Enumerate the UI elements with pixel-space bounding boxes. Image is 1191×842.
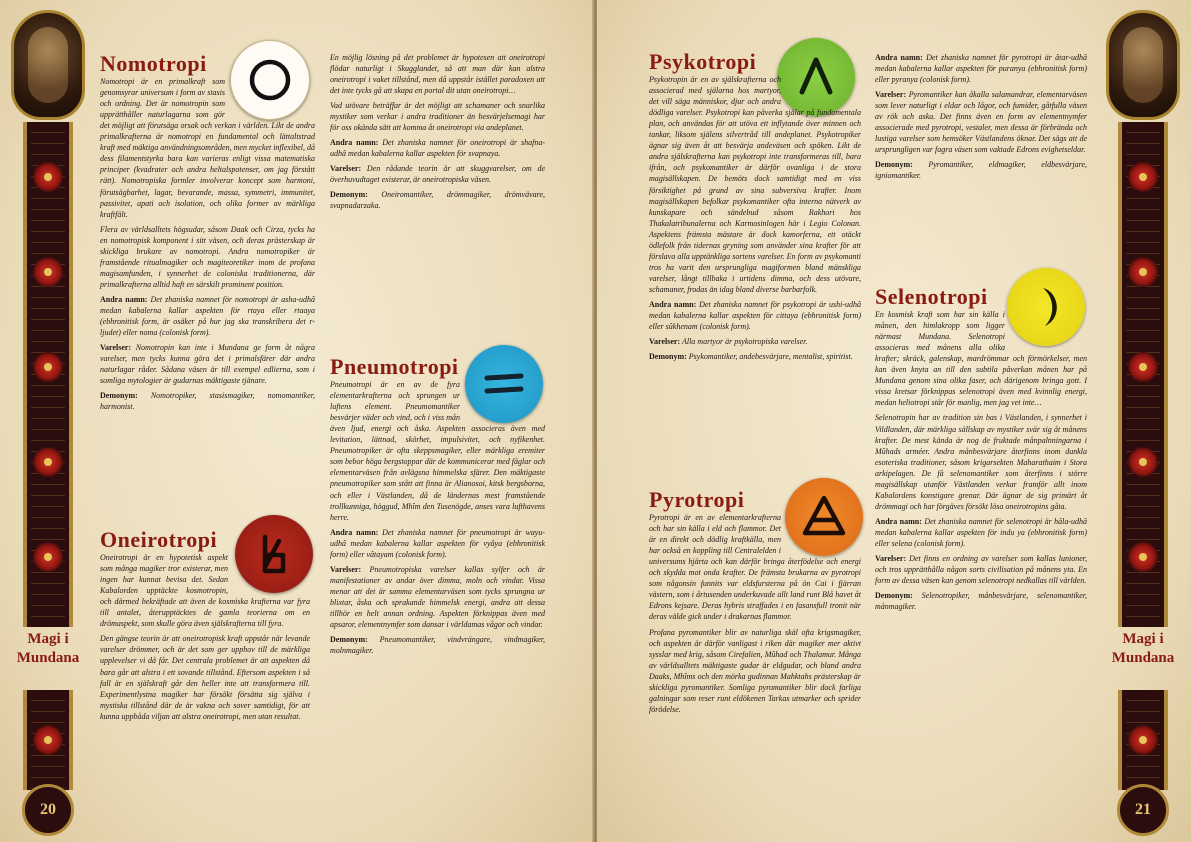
paragraph: Nomotropin kan inte i Mundana ge form åt några varelser, men tycks kunna göra det i primalsfärer där andra naturlagar råder. Sådana väsen är till exempel edlierna, som i somliga mytologier är gudarnas mäktigaste tjänare. (100, 342, 316, 385)
paragraph: Pneumomantiker, vindvrängare, vindmagiker, molnmagiker. (330, 634, 546, 655)
chapter-tab[interactable]: Magi i Mundana (1111, 631, 1175, 666)
label: Demonym: (875, 160, 913, 170)
label: Andra namn: (649, 299, 697, 309)
label: Demonym: (875, 590, 913, 600)
paragraph: Pneumotropiska varelser kallas sylfer och är manifestationer av andar över dimma, moln och vindar. Vissa menar att det är samma elementarväsen som tycks sprungna ur blixtar, åska och sprakande himmelsk energi, andra att dessa tillhör en helt annan ordning. Aspekten förknippas även med apsaror, elementnymfer som dansar i världamas vågor och vindar. (330, 564, 546, 629)
portrait-medallion (11, 10, 85, 120)
paragraph: Nomotropi är en primalkraft som genomsyrar universum i form av stasis och ordning. Det är nomotropin som upprätthåller naturlagarna som gör det möjligt att förutsäga orsak och verkan i världen. Likt de andra primalkrafterna är nomotropi en fundamental och lättaltstrad kraft med mäktiga användningsområden, men mycket inflexibel, då dess filamentstyrka bara kan varieras enligt vissa matematiska principer (kvadrater och andra heltalspotenser, om jag förstått rätt). Nomotropiska formler involverar koncept som harmoni, förutsägbarhet, lagar, bevarande, massa, symmetri, immunitet, passivitet, apati och isolation, och olika former av märkliga kraftfält. (100, 77, 315, 219)
paragraph: Psykomantiker, andebesvärjare, mentalist, spiritist. (688, 351, 853, 361)
section-selenotropi (875, 285, 1087, 616)
rose-ornament-icon (33, 162, 63, 192)
rose-ornament-icon (33, 542, 63, 572)
label: Demonym: (330, 190, 368, 200)
paragraph: En möjlig lösning på det problemet är hypotesen att oneirotropi flödar naturligt i Skugglandet, så att man där kan alstra oneirotropi i vaket tillstånd, men då uppstår istället paradoxen att det inte tycks gå att skapa en portal dit utan oneirotropi… (330, 53, 545, 96)
paragraph: Alla martyor är psykotropiska varelser. (681, 336, 808, 346)
ornament-column (23, 122, 73, 627)
section-title: Nomotropi (100, 51, 207, 76)
paragraph: Vad utövare beträffar är det möjligt att schamaner och snarlika mystiker som verkar i andra traditioner än besvärjelsemagi har för oss okända sätt att komma åt oneirotropi via andeplanet. (330, 101, 545, 133)
label: Demonym: (100, 391, 138, 401)
section-nomotropi (100, 52, 315, 416)
right-ornamental-border (1103, 10, 1183, 832)
label: Varelser: (330, 564, 362, 574)
rose-ornament-icon (1128, 162, 1158, 192)
paragraph: Det zhaniska namnet för pyrotropi är âtar-udhâ medan kabalerna kallar aspekten för puranya (ebhronitisk form) eller pyranya (colonisk form). (875, 53, 1088, 85)
paragraph: Nomotropiker, stasismagiker, nomomantiker, harmonist. (100, 391, 315, 412)
section-title: Pyrotropi (649, 487, 745, 512)
label: Varelser: (875, 90, 907, 100)
label: Varelser: (100, 342, 132, 352)
text-column (875, 52, 1087, 185)
rose-ornament-icon (1128, 352, 1158, 382)
rose-ornament-icon (1128, 542, 1158, 572)
label: Varelser: (875, 553, 907, 563)
ornament-column (23, 690, 73, 790)
rose-ornament-icon (1128, 725, 1158, 755)
paragraph: Profana pyromantiker blir av naturliga skäl ofta krigsmagiker, och aspekten är därför vanligast i riken där magiker mer aktivt sysslar med krig, såsom Cirefalien, Mûhad och Thalamur. Många av världsalltets mäktigaste gudar är eldgudar, och bland andra Daaks, Mhîms och den mörka gudinnan Mahktahs prästerskap är skickliga pyromantiker. Somliga pyromantiker blir dock farliga galningar som reser runt eldökenen Tarkas utmarker och sprider förödelse. (649, 627, 861, 714)
page-right (597, 0, 1191, 842)
label: Andra namn: (330, 527, 379, 537)
section-title: Selenotropi (875, 284, 988, 309)
label: Andra namn: (875, 53, 923, 62)
paragraph: Pyromantiker kan åkalla salamandrar, elementarväsen som lever naturligt i eldar och lågor, och fumider, gåtfulla väsen av rök och aska. Det finns även en form av elementnymfer associerade med pyrotropi, vestaler, men dessa är förbrända och lustiga varelser som hemsöker Västlandens öknar. Det sägs att de ursprungligen var fagra väsen som vaktade Edrons evighetseldar. (875, 90, 1088, 155)
paragraph: Oneiromantiker, drömmagiker, drömvävare, svapnadarzaka. (330, 190, 546, 211)
paragraph: Pneumotropi är en av de fyra elementarkrafterna och sprungen ur luftens element. Pneumomantiker besvärjer väder och vind, och i viss mån även ljud, energi och åska. Aspekten associeras även med levitation, lättnad, skörhet, impulsivitet, och nyfikenhet. Pneumotropiker är ofta skeppsmagiker, eller märkliga eremiter som bebor höga bergstoppar där de kommunicerar med fåglar och elementarväsen från avlägsna himmelska sfärer. Den mäktigaste pneumotropiker som stått att finna är Alianosoi, kitsk bergsborna, och eller i Västlanden, då de ländernas mest framstående trollkunniga, höggud, Mhîm den Tusenögde, anses vara lufthavens herre. (330, 380, 545, 522)
rose-ornament-icon (33, 352, 63, 382)
ornament-column (1118, 122, 1168, 627)
paragraph: Pyromantiker, eldmagiker, eldbesvärjare, igniomantiker. (875, 160, 1087, 181)
section-psykotropi (649, 50, 861, 366)
rose-ornament-icon (1128, 447, 1158, 477)
rose-ornament-icon (1128, 257, 1158, 287)
page-left (0, 0, 594, 842)
paragraph: Pyrotropi är en av elementarkrafterna och har sin källa i eld och flammor. Det är en direkt och dödlig kraftkälla, men har också en koppling till Centralelden i universums hjärta och kan därför bringa återfödelse och energi och skydda mot onda krafter. De främsta brukarna av pyrotropi som någonsin funnits var eldsfursterna på ön Cai i fjärran västern, som i årtusenden underkuvade allt land runt Blå havet åt Edrons kejsare. Deras hybris straffades i en fasansfull tronit när deras välde gick under i drakarnas flammor. (649, 513, 861, 622)
chapter-tab[interactable]: Magi i Mundana (16, 631, 80, 666)
label: Varelser: (330, 164, 362, 174)
page-number: 21 (1117, 784, 1169, 836)
ornament-column (1118, 690, 1168, 790)
paragraph: Det finns en ordning av varelser som kallas lunioner, och tros upprätthålla någon sorts civilisation på månens yta. En form av dessa väsen kan genom selenotropi nedkallas till världen. (875, 553, 1088, 585)
left-ornamental-border (8, 10, 88, 832)
page-number: 20 (22, 784, 74, 836)
rose-ornament-icon (33, 725, 63, 755)
label: Andra namn: (100, 294, 148, 304)
scholar-figure-icon (1123, 27, 1163, 103)
paragraph: Selenotropiker, månbesvärjare, selenomantiker, månmagiker. (875, 590, 1087, 611)
section-pyrotropi (649, 488, 861, 719)
paragraph: Det zhaniska namnet för pneumotropi är wayu-udhâ medan kabalerna kallar aspekten för vyâya (ebhronitisk form) eller vâtayam (colonisk form). (330, 527, 545, 559)
section-title: Psykotropi (649, 49, 757, 74)
label: Varelser: (649, 336, 681, 346)
label: Andra namn: (875, 516, 922, 526)
section-title: Pneumotropi (330, 354, 459, 379)
paragraph: Selenotropin har av tradition sin bas i Västlanden, i synnerhet i Vildlanden, där märkliga sällskap av mystiker svär sig åt månens krafter. De mest kända är nog de fruktade månpalnningarna i Mûhads arméer. Andra månbesvärjare återfinns inom dunkla esoteriska traditioner, såsom krigarsekten Maharathaim i Stora arkipelagen. De få selenomantiker som återfinns i större magisällskap utanför Västlanden verkar framför allt inom Kabalordens konstigare grenar. Där ägnar de sig primärt åt drömmagi och har förgäves försökt lösa oneirotropins gåta. (875, 413, 1087, 511)
paragraph: Det zhaniska namnet för psykotropi är ushi-udhâ medan kabalerna kallar aspekten för cittaya (ebhronitisk form) eller sûkhenam (colonisk form). (649, 299, 862, 331)
scholar-figure-icon (28, 27, 68, 103)
paragraph: Flera av världsalltets högsudar, såsom Daak och Cirza, tycks ha en nomotropisk komponent i sitt väsen, och deras prästerskap är skickliga brukare av nomotropi. Andra nomotropiker är framstående ritualmagiker och magiteoretiker inom de profana magisamfunden, i synnerhet de coloniska traditionerna, där primalkrafterna alltid haft en särskilt prominent position. (100, 224, 315, 289)
paragraph: Oneirotropi är en hypotetisk aspekt som många magiker tror existerar, men ingen har kunnat bevisa det. Sedan Kabalorden upptäckte kosmotropin, och därmed bekräftade att även de kosmiska krafterna var fyra till antalet, återupptäcktes de gamla teorierna om en drömaspekt, som skulle göra även själskrafterna till fyra. (100, 553, 310, 629)
section-oneirotropi (100, 528, 310, 726)
rose-ornament-icon (33, 447, 63, 477)
paragraph: Det zhaniska namnet för nomotropi är asha-udhâ medan kabalerna kallar aspekten för rtaya eller rtaaya (ebhronitisk form, är osäker på hur jag ska transkribera det r-ljudet) eller noma (colonisk form). (100, 294, 316, 337)
portrait-medallion (1106, 10, 1180, 120)
paragraph: Den rådande teorin är att skuggvarelser, om de överhuvudtaget existerar, är oneirotropiska väsen. (330, 164, 546, 185)
paragraph: Den gängse teorin är att oneirotropisk kraft uppstår när levande varelser drömmer, och är det som ger upphov till de märkliga upplevelser vi då får. Det centrala problemet är att aspekten då bara går att alstra i ett sovande tillstånd. Eftersom aspekten i så fall är en själskraft går den heller inte att transformera till. Experimentlystna magiker har försökt försätta sig själva i mystiska tillstånd där de är vakna och sover samtidigt, för att kunna uppbåda viljan att alstra oneirotropi, men utan resultat. (100, 634, 310, 721)
text-column (330, 52, 545, 215)
label: Demonym: (649, 351, 687, 361)
paragraph: Det zhaniska namnet för selenotropi är hâla-udhâ medan kabalerna kallar aspekten för indu ya (ebhronitisk form) eller selena (colonisk form). (875, 516, 1088, 548)
paragraph: Psykotropin är en av själskrafterna och associerad med själarna hos martyor, det vill säga människor, djur och andra dödliga varelser. Psykotropi kan påverka själar på fundamentala plan, och användas för att utöva ett inflytande över minnen och tankar, liksom själens silvertråd till andeplanet. Psykotropiker ägnar sig även åt att besvärja andeväsen och spöken. Likt de andra själskrafterna kan psykotropi inte transformeras till, bara ifrån, och psykomantiker är därför ovanliga i de stora magisällskapen. De bemöts dock samtidigt med en viss försiktighet på grund av sina subversiva krafter. Inom magisällskapen befolkar psykomantiker ofta interna nätverk av kunskapare och sändebud såsom Rakhori hos Thakalatribunalerna och Karmosinlogen här i Legio Colonan. Aspektens främsta mästare är dock kamorferna, ett otäckt ödlefolk från tidernas gryning som använder sina krafter för att förslava alla upptänkliga sortens varelser. En form av psykomanti tros ha varit den ursprungliga magiformen bland mänskliga varelser, långt tillbaka i urtidens dimma, och dess utövare, schamaner, frodas än idag bland diverse barbarfolk. (649, 75, 861, 294)
paragraph: Det zhaniska namnet för oneirotropi är shafna-udhâ medan kabalerna kallar aspekten för svapnaya. (330, 138, 546, 159)
section-pneumotropi (330, 355, 545, 660)
section-title: Oneirotropi (100, 527, 218, 552)
rose-ornament-icon (33, 257, 63, 287)
label: Demonym: (330, 634, 368, 644)
label: Andra namn: (330, 138, 379, 148)
paragraph: En kosmisk kraft som har sin källa i månen, den himlakropp som ligger närmast Mundana. Selenotropi associeras med månens alla olika krafter; skräck, galenskap, mardrömmar och förmörkelser, men kan även knyta an till den subtila påverkan månen har på Mundana genom sina olika faser, och därigenom bringa gott. I vissa kretsar förknippas selenotropi även med kvinnlig energi, medan heliotropi står för manlig, men jag vet inte… (875, 310, 1087, 408)
